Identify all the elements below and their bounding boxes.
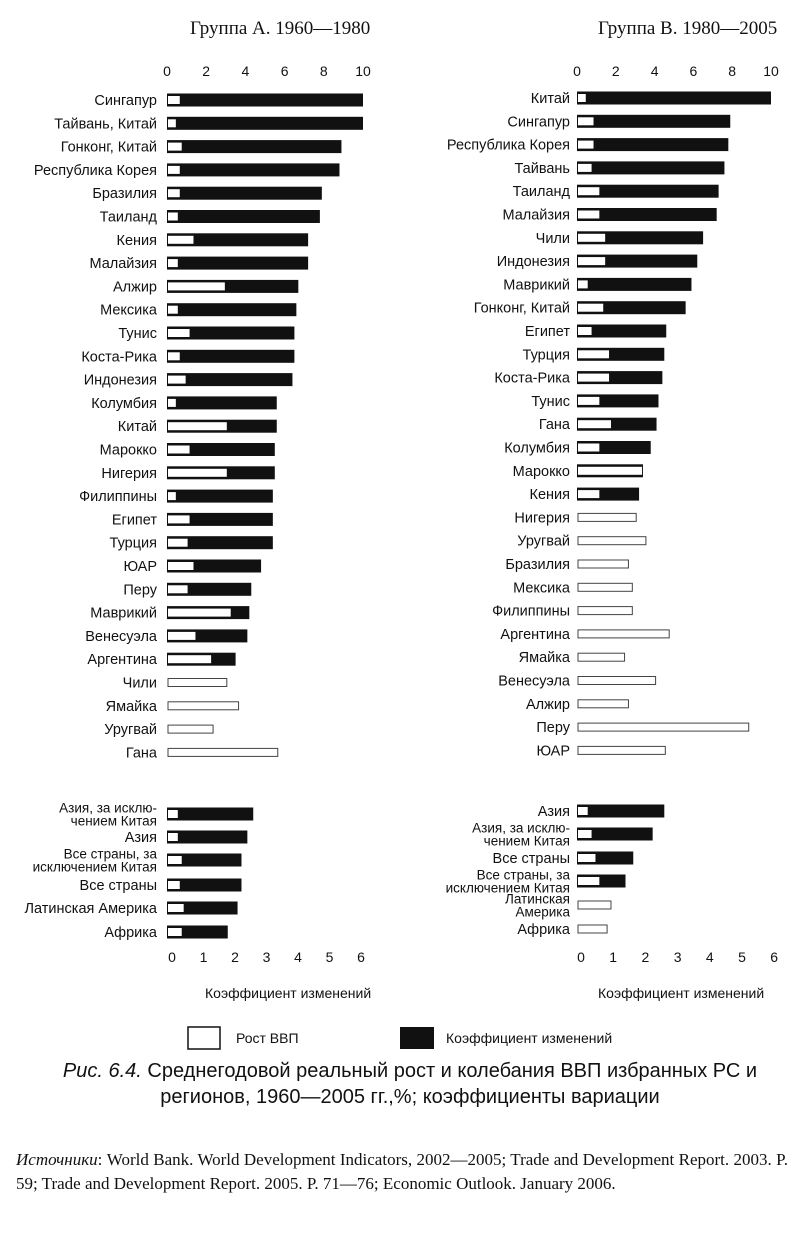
b-country-gdp-bar [578,630,669,638]
a-bottom-tick-label: 6 [357,949,365,965]
a-country-label: Марокко [99,442,157,459]
b-bottom-tick-label: 2 [641,949,650,965]
b-region-gdp-bar [578,901,611,909]
a-country-label: Аргентина [87,652,157,669]
a-country-cv-bar [167,117,363,130]
b-x-axis-label: Коэффициент изменений [598,985,765,1001]
a-country-gdp-bar [168,515,190,523]
a-country-label: ЮАР [123,559,157,575]
a-bottom-tick-label: 3 [262,949,271,965]
b-country-label: Сингапур [507,114,570,131]
a-country-label: Нигерия [101,465,157,482]
b-region-label: Азия [537,804,570,820]
a-country-gdp-bar [168,236,193,244]
b-country-label: Бразилия [505,557,570,573]
b-country-label: Кения [529,487,570,504]
b-bottom-tick-label: 1 [609,949,618,965]
b-country-label: Венесуэла [498,673,570,690]
b-region-label: Все страны [492,851,570,867]
a-x-axis-label: Коэффициент изменений [205,985,372,1001]
a-country-label: Колумбия [91,395,157,412]
legend-cv-swatch [400,1027,434,1049]
a-country-label: Перу [123,582,157,599]
a-bottom-tick-label: 4 [294,949,302,965]
b-country-gdp-bar [578,467,642,475]
b-region-label: Все страны, за [476,867,570,883]
b-country-label: Египет [524,324,570,340]
a-country-cv-bar [167,210,320,223]
b-country-label: Колумбия [504,440,570,457]
b-country-label: Перу [536,720,570,737]
b-top-tick-label: 0 [573,63,581,79]
b-country-gdp-bar [578,234,605,242]
a-country-label: Маврикий [90,605,157,622]
a-country-gdp-bar [168,539,188,547]
b-country-cv-bar [577,92,771,105]
a-bottom-tick-label: 2 [231,949,239,965]
b-region-label: исключением Китая [445,880,570,896]
b-region-label: Латинская [504,891,570,907]
a-country-gdp-bar [168,166,180,174]
a-region-gdp-bar [168,928,182,936]
b-country-gdp-bar [578,304,603,312]
b-country-gdp-bar [578,653,625,661]
b-region-label: Азия, за исклю- [472,820,570,836]
a-country-gdp-bar [168,143,182,151]
b-country-gdp-bar [578,211,599,219]
b-country-label: Республика Корея [446,137,570,154]
b-country-label: Алжир [526,696,570,713]
b-country-label: Индонезия [496,254,570,271]
b-country-gdp-bar [578,350,609,358]
a-region-gdp-bar [168,833,178,841]
a-country-cv-bar [167,163,339,176]
b-country-label: Аргентина [500,626,570,643]
a-country-gdp-bar [168,679,227,687]
a-country-gdp-bar [168,282,225,290]
a-country-label: Сингапур [94,93,157,109]
a-country-label: Алжир [113,279,157,296]
a-country-gdp-bar [168,189,180,197]
b-country-gdp-bar [578,700,628,708]
a-region-label: Все страны, за [63,846,157,862]
b-country-label: Коста-Рика [494,370,570,387]
b-country-gdp-bar [578,560,628,568]
a-top-tick-label: 6 [280,63,289,79]
a-country-label: Кения [116,232,157,249]
a-country-label: Уругвай [104,722,157,739]
a-country-gdp-bar [168,422,227,430]
b-bottom-tick-label: 0 [577,949,585,965]
a-country-gdp-bar [168,725,213,733]
b-region-gdp-bar [578,877,599,885]
a-country-cv-bar [167,187,322,200]
b-country-gdp-bar [578,257,605,265]
a-country-label: Филиппины [79,489,157,506]
b-bottom-tick-label: 3 [673,949,682,965]
b-region-gdp-bar [578,854,595,862]
a-region-label: исключением Китая [32,859,157,875]
a-country-gdp-bar [168,632,195,640]
a-country-label: Мексика [100,302,157,319]
b-bottom-tick-label: 4 [705,949,714,965]
a-region-label: Все страны [79,878,157,894]
a-country-label: Египет [111,512,157,529]
b-country-gdp-bar [578,280,588,288]
a-country-label: Гана [125,745,157,762]
b-region-label: Африка [517,922,570,938]
a-bottom-tick-label: 5 [325,949,334,965]
b-country-gdp-bar [578,420,611,428]
b-country-gdp-bar [578,723,749,731]
b-country-label: Филиппины [492,603,570,620]
sources-label: Источники [16,1150,98,1169]
b-country-gdp-bar [578,327,592,335]
b-country-cv-bar [577,278,691,291]
a-region-label: Латинская Америка [24,901,157,917]
a-region-gdp-bar [168,904,184,912]
b-country-gdp-bar [578,746,665,754]
a-country-label: Китай [117,419,157,436]
b-country-label: Гана [538,417,570,434]
b-region-label: Америка [515,904,570,920]
a-country-gdp-bar [168,655,211,663]
b-country-gdp-bar [578,607,632,615]
b-country-label: Марокко [512,463,570,480]
b-country-gdp-bar [578,583,632,591]
b-top-tick-label: 6 [689,63,698,79]
a-country-label: Таиланд [99,209,157,226]
a-country-label: Коста-Рика [81,349,157,366]
b-country-label: Чили [535,230,570,247]
b-country-gdp-bar [578,374,609,382]
a-country-cv-bar [167,303,296,316]
a-country-gdp-bar [168,119,176,127]
sources-note [16,1148,788,1196]
b-top-tick-label: 2 [611,63,620,79]
b-top-tick-label: 8 [728,63,737,79]
legend-gdp-swatch [188,1027,220,1049]
b-chart-title: Группа В. 1980—2005 [598,18,778,39]
a-top-tick-label: 8 [319,63,328,79]
a-top-tick-label: 4 [241,63,250,79]
b-country-gdp-bar [578,187,599,195]
b-country-label: Тайвань [514,160,570,177]
a-country-gdp-bar [168,562,193,570]
a-country-cv-bar [167,490,273,503]
a-country-label: Тайвань, Китай [54,116,157,133]
b-country-gdp-bar [578,513,636,521]
a-country-cv-bar [167,94,363,107]
a-country-gdp-bar [168,702,239,710]
a-top-tick-label: 0 [163,63,171,79]
a-country-label: Республика Корея [33,162,157,179]
a-country-cv-bar [167,350,294,363]
a-region-label: Африка [104,925,157,941]
a-country-gdp-bar [168,609,231,617]
a-country-gdp-bar [168,469,227,477]
b-country-cv-bar [577,115,730,128]
b-country-gdp-bar [578,537,646,545]
b-country-label: Турция [522,347,570,364]
a-top-tick-label: 10 [355,63,371,79]
a-bottom-tick-label: 1 [199,949,208,965]
b-country-label: Гонконг, Китай [473,300,570,317]
a-region-label: Азия, за исклю- [59,800,157,816]
a-top-tick-label: 2 [202,63,211,79]
a-region-gdp-bar [168,810,178,818]
a-country-cv-bar [167,140,341,153]
a-region-label: чением Китая [70,813,157,829]
a-country-cv-bar [167,396,277,409]
b-country-gdp-bar [578,444,599,452]
figure-caption-text: Среднегодовой реальный рост и колебания ВВП избранных РС и регионов, 1960—2005 гг.,%; коэффициенты вариации [141,1060,758,1108]
b-country-gdp-bar [578,677,656,685]
b-top-tick-label: 4 [650,63,659,79]
b-country-cv-bar [577,138,728,151]
a-region-gdp-bar [168,881,180,889]
a-country-label: Ямайка [105,698,157,715]
a-country-gdp-bar [168,306,178,314]
b-country-gdp-bar [578,94,586,102]
b-country-label: Мексика [513,580,570,597]
b-country-label: Ямайка [518,650,570,667]
b-country-label: Нигерия [514,510,570,527]
b-region-gdp-bar [578,925,607,933]
a-bottom-tick-label: 0 [168,949,176,965]
sources-text: : World Bank. World Development Indicators, 2002—2005; Trade and Development Report. 2003. P. 59; Trade and Development Report. 2005. P. 71—76; Economic Outlook. January 2006. [16,1150,788,1193]
a-region-gdp-bar [168,856,182,864]
b-country-label: Таиланд [512,184,570,201]
b-region-gdp-bar [578,830,592,838]
a-chart-title: Группа А. 1960—1980 [190,18,371,39]
b-country-label: Малайзия [502,207,570,224]
b-top-tick-label: 10 [763,63,779,79]
a-region-cv-bar [167,808,253,821]
a-country-gdp-bar [168,259,178,267]
b-country-label: Уругвай [517,533,570,550]
a-country-label: Индонезия [83,372,157,389]
b-country-label: Китай [530,91,570,107]
b-region-label: чением Китая [483,833,570,849]
a-country-cv-bar [167,257,308,270]
a-country-gdp-bar [168,96,180,104]
b-country-gdp-bar [578,117,594,125]
b-bottom-tick-label: 5 [738,949,746,965]
b-region-gdp-bar [578,807,588,815]
legend-cv-label: Коэффициент изменений [446,1030,613,1046]
figure-caption [40,1058,780,1110]
a-country-label: Чили [122,675,157,692]
b-country-label: Маврикий [503,277,570,294]
a-region-cv-bar [167,831,247,844]
b-bottom-tick-label: 6 [770,949,779,965]
b-country-gdp-bar [578,141,594,149]
a-country-label: Бразилия [92,186,157,203]
a-country-gdp-bar [168,329,190,337]
b-country-label: ЮАР [536,743,570,760]
figure-number: Рис. 6.4. [62,1060,142,1082]
b-country-gdp-bar [578,164,592,172]
a-country-gdp-bar [168,748,278,756]
a-country-gdp-bar [168,492,176,500]
b-country-gdp-bar [578,490,599,498]
b-country-label: Тунис [531,393,570,410]
a-country-gdp-bar [168,585,188,593]
legend-gdp-label: Рост ВВП [236,1030,299,1046]
b-country-cv-bar [577,161,724,174]
b-region-cv-bar [577,805,664,818]
a-country-gdp-bar [168,399,176,407]
a-country-gdp-bar [168,376,186,384]
a-country-gdp-bar [168,213,178,221]
a-country-gdp-bar [168,446,190,454]
a-country-label: Тунис [118,326,157,342]
b-country-gdp-bar [578,397,599,405]
a-region-label: Азия [124,830,157,846]
a-country-label: Венесуэла [85,628,157,645]
a-country-label: Малайзия [89,256,157,273]
a-country-label: Турция [109,535,157,552]
a-country-label: Гонконг, Китай [60,139,157,156]
a-country-cv-bar [167,373,292,386]
a-country-gdp-bar [168,352,180,360]
